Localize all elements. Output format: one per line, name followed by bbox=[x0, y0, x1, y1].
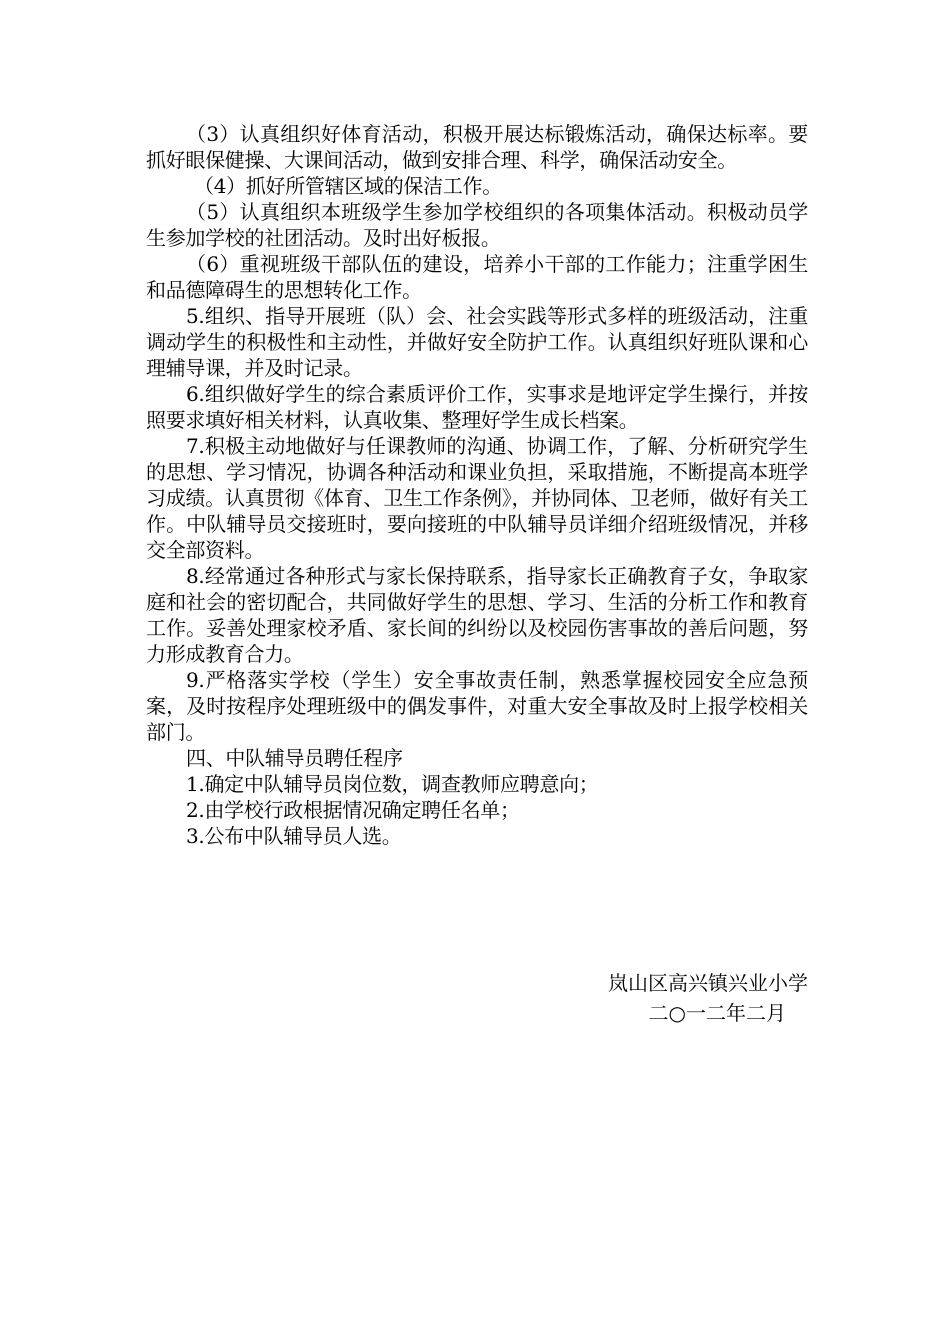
procedure-step-3: 3.公布中队辅导员人选。 bbox=[186, 824, 402, 848]
paragraph-sports-activities: （3）认真组织好体育活动，积极开展达标锻炼活动，确保达标率。要抓好眼保健操、大课间活动，做到安排合理、科学，确保活动安全。 bbox=[146, 122, 808, 172]
document-body bbox=[146, 121, 808, 849]
paragraph-collective-activities: （5）认真组织本班级学生参加学校组织的各项集体活动。积极动员学生参加学校的社团活动。及时出好板报。 bbox=[146, 200, 808, 250]
procedure-step-1: 1.确定中队辅导员岗位数，调查教师应聘意向； bbox=[186, 772, 599, 796]
paragraph-item-6: 6.组织做好学生的综合素质评价工作，实事求是地评定学生操行，并按照要求填好相关材料，认真收集、整理好学生成长档案。 bbox=[146, 382, 808, 432]
paragraph-item-5: 5.组织、指导开展班（队）会、社会实践等形式多样的班级活动，注重调动学生的积极性和主动性，并做好安全防护工作。认真组织好班队课和心理辅导课，并及时记录。 bbox=[146, 304, 808, 380]
paragraph-cleaning-duty: （4）抓好所管辖区域的保洁工作。 bbox=[194, 174, 502, 198]
signature-block bbox=[508, 968, 808, 1028]
paragraph-item-8: 8.经常通过各种形式与家长保持联系，指导家长正确教育子女，争取家庭和社会的密切配合，共同做好学生的思想、学习、生活的分析工作和教育工作。妥善处理家校矛盾、家长间的纠纷以及校园伤害事故的善后问题，努力形成教育合力。 bbox=[146, 564, 808, 666]
paragraph-class-cadres: （6）重视班级干部队伍的建设，培养小干部的工作能力；注重学困生和品德障碍生的思想转化工作。 bbox=[146, 252, 808, 302]
procedure-step-2: 2.由学校行政根据情况确定聘任名单； bbox=[186, 798, 520, 822]
section-heading-appointment-procedure: 四、中队辅导员聘任程序 bbox=[186, 746, 403, 770]
signature-date: 二○一二年二月 bbox=[648, 1001, 786, 1025]
paragraph-item-7: 7.积极主动地做好与任课教师的沟通、协调工作，了解、分析研究学生的思想、学习情况，协调各种活动和课业负担，采取措施，不断提高本班学习成绩。认真贯彻《体育、卫生工作条例》，并协同体、卫老师，做好有关工作。中队辅导员交接班时，要向接班的中队辅导员详细介绍班级情况，并移交全部资料。 bbox=[146, 434, 808, 562]
signature-organization: 岚山区高兴镇兴业小学 bbox=[608, 971, 808, 995]
paragraph-item-9: 9.严格落实学校（学生）安全事故责任制，熟悉掌握校园安全应急预案，及时按程序处理班级中的偶发事件，对重大安全事故及时上报学校相关部门。 bbox=[146, 668, 808, 744]
